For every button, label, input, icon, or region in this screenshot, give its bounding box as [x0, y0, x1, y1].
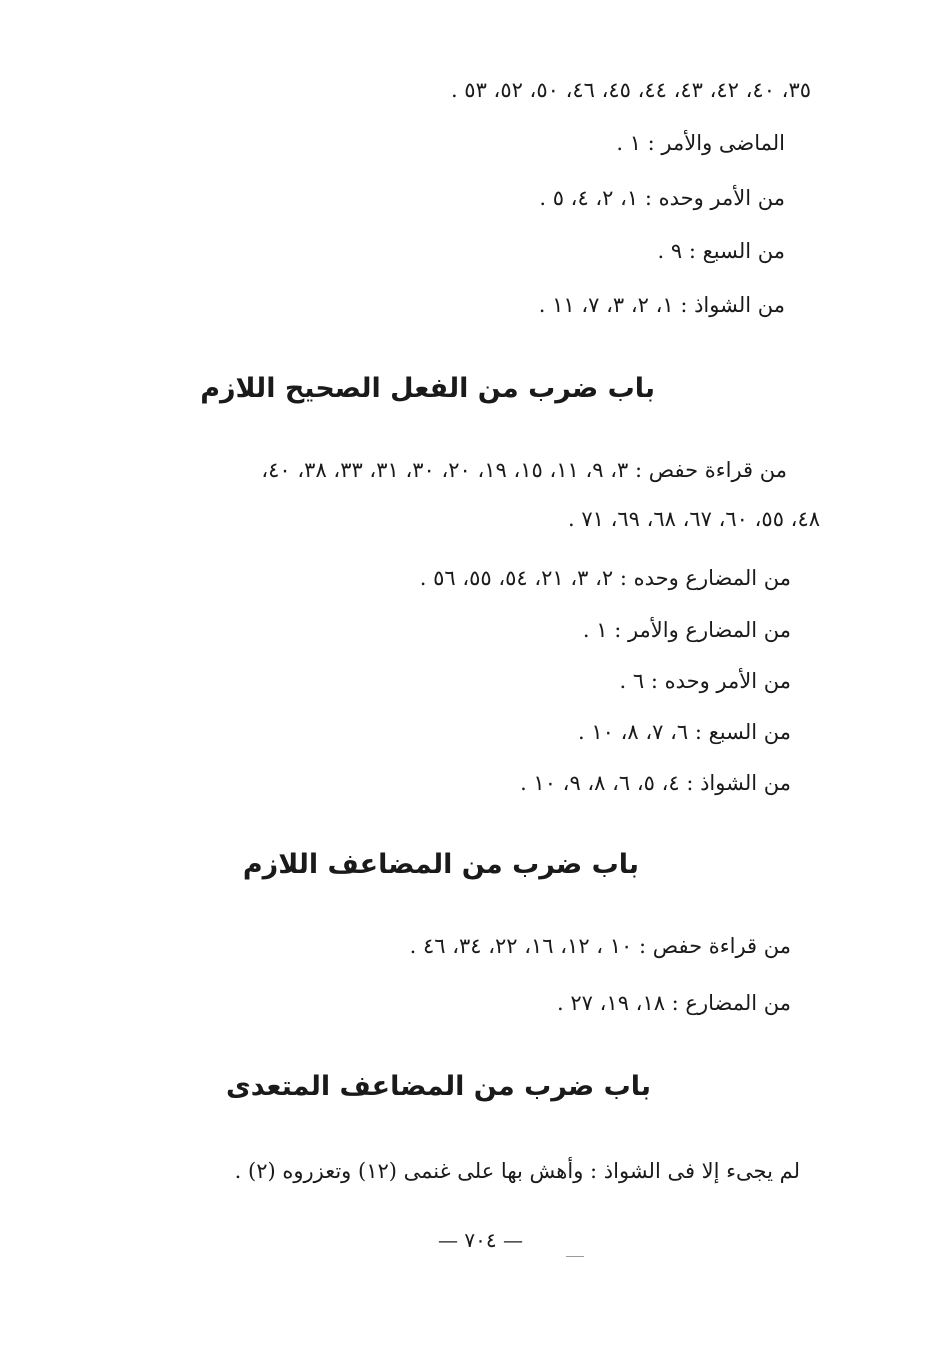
section-heading-intransitive-doubled-verb: باب ضرب من المضاعف اللازم: [242, 849, 639, 880]
seven-readings-line: من السبع : ٦، ٧، ٨، ١٠ .: [578, 720, 791, 744]
section-heading-transitive-doubled-verb: باب ضرب من المضاعف المتعدى: [226, 1071, 651, 1102]
scan-mark: [566, 1256, 584, 1257]
present-line: من المضارع : ١٨، ١٩، ٢٧ .: [557, 991, 791, 1015]
past-and-imperative-line: الماضى والأمر : ١ .: [616, 131, 785, 155]
hafs-reading-line: من قراءة حفص : ١٠ ، ١٢، ١٦، ٢٢، ٣٤، ٤٦ .: [409, 934, 791, 958]
irregular-readings-line: من الشواذ : ١، ٢، ٣، ٧، ١١ .: [538, 293, 785, 317]
page-number: — ٧٠٤ —: [438, 1228, 523, 1252]
hafs-reading-line: من قراءة حفص : ٣، ٩، ١١، ١٥، ١٩، ٢٠، ٣٠، ٣١، ٣٣، ٣٨، ٤٠،: [261, 458, 787, 482]
hafs-reading-line-continued: ٤٨، ٥٥، ٦٠، ٦٧، ٦٨، ٦٩، ٧١ .: [567, 507, 820, 531]
transitive-doubled-note: لم يجىء إلا فى الشواذ : وأهش بها على غنمى (١٢) وتعزروه (٢) .: [234, 1159, 800, 1183]
section-heading-intransitive-sound-verb: باب ضرب من الفعل الصحيح اللازم: [200, 373, 655, 404]
irregular-readings-line: من الشواذ : ٤، ٥، ٦، ٨، ٩، ١٠ .: [520, 771, 791, 795]
imperative-only-line: من الأمر وحده : ٦ .: [619, 669, 791, 693]
seven-readings-line: من السبع : ٩ .: [657, 239, 785, 263]
continued-number-list: ٣٥، ٤٠، ٤٢، ٤٣، ٤٤، ٤٥، ٤٦، ٥٠، ٥٢، ٥٣ .: [450, 78, 811, 102]
present-only-line: من المضارع وحده : ٢، ٣، ٢١، ٥٤، ٥٥، ٥٦ .: [419, 566, 791, 590]
present-and-imperative-line: من المضارع والأمر : ١ .: [582, 618, 791, 642]
imperative-only-line: من الأمر وحده : ١، ٢، ٤، ٥ .: [539, 186, 785, 210]
